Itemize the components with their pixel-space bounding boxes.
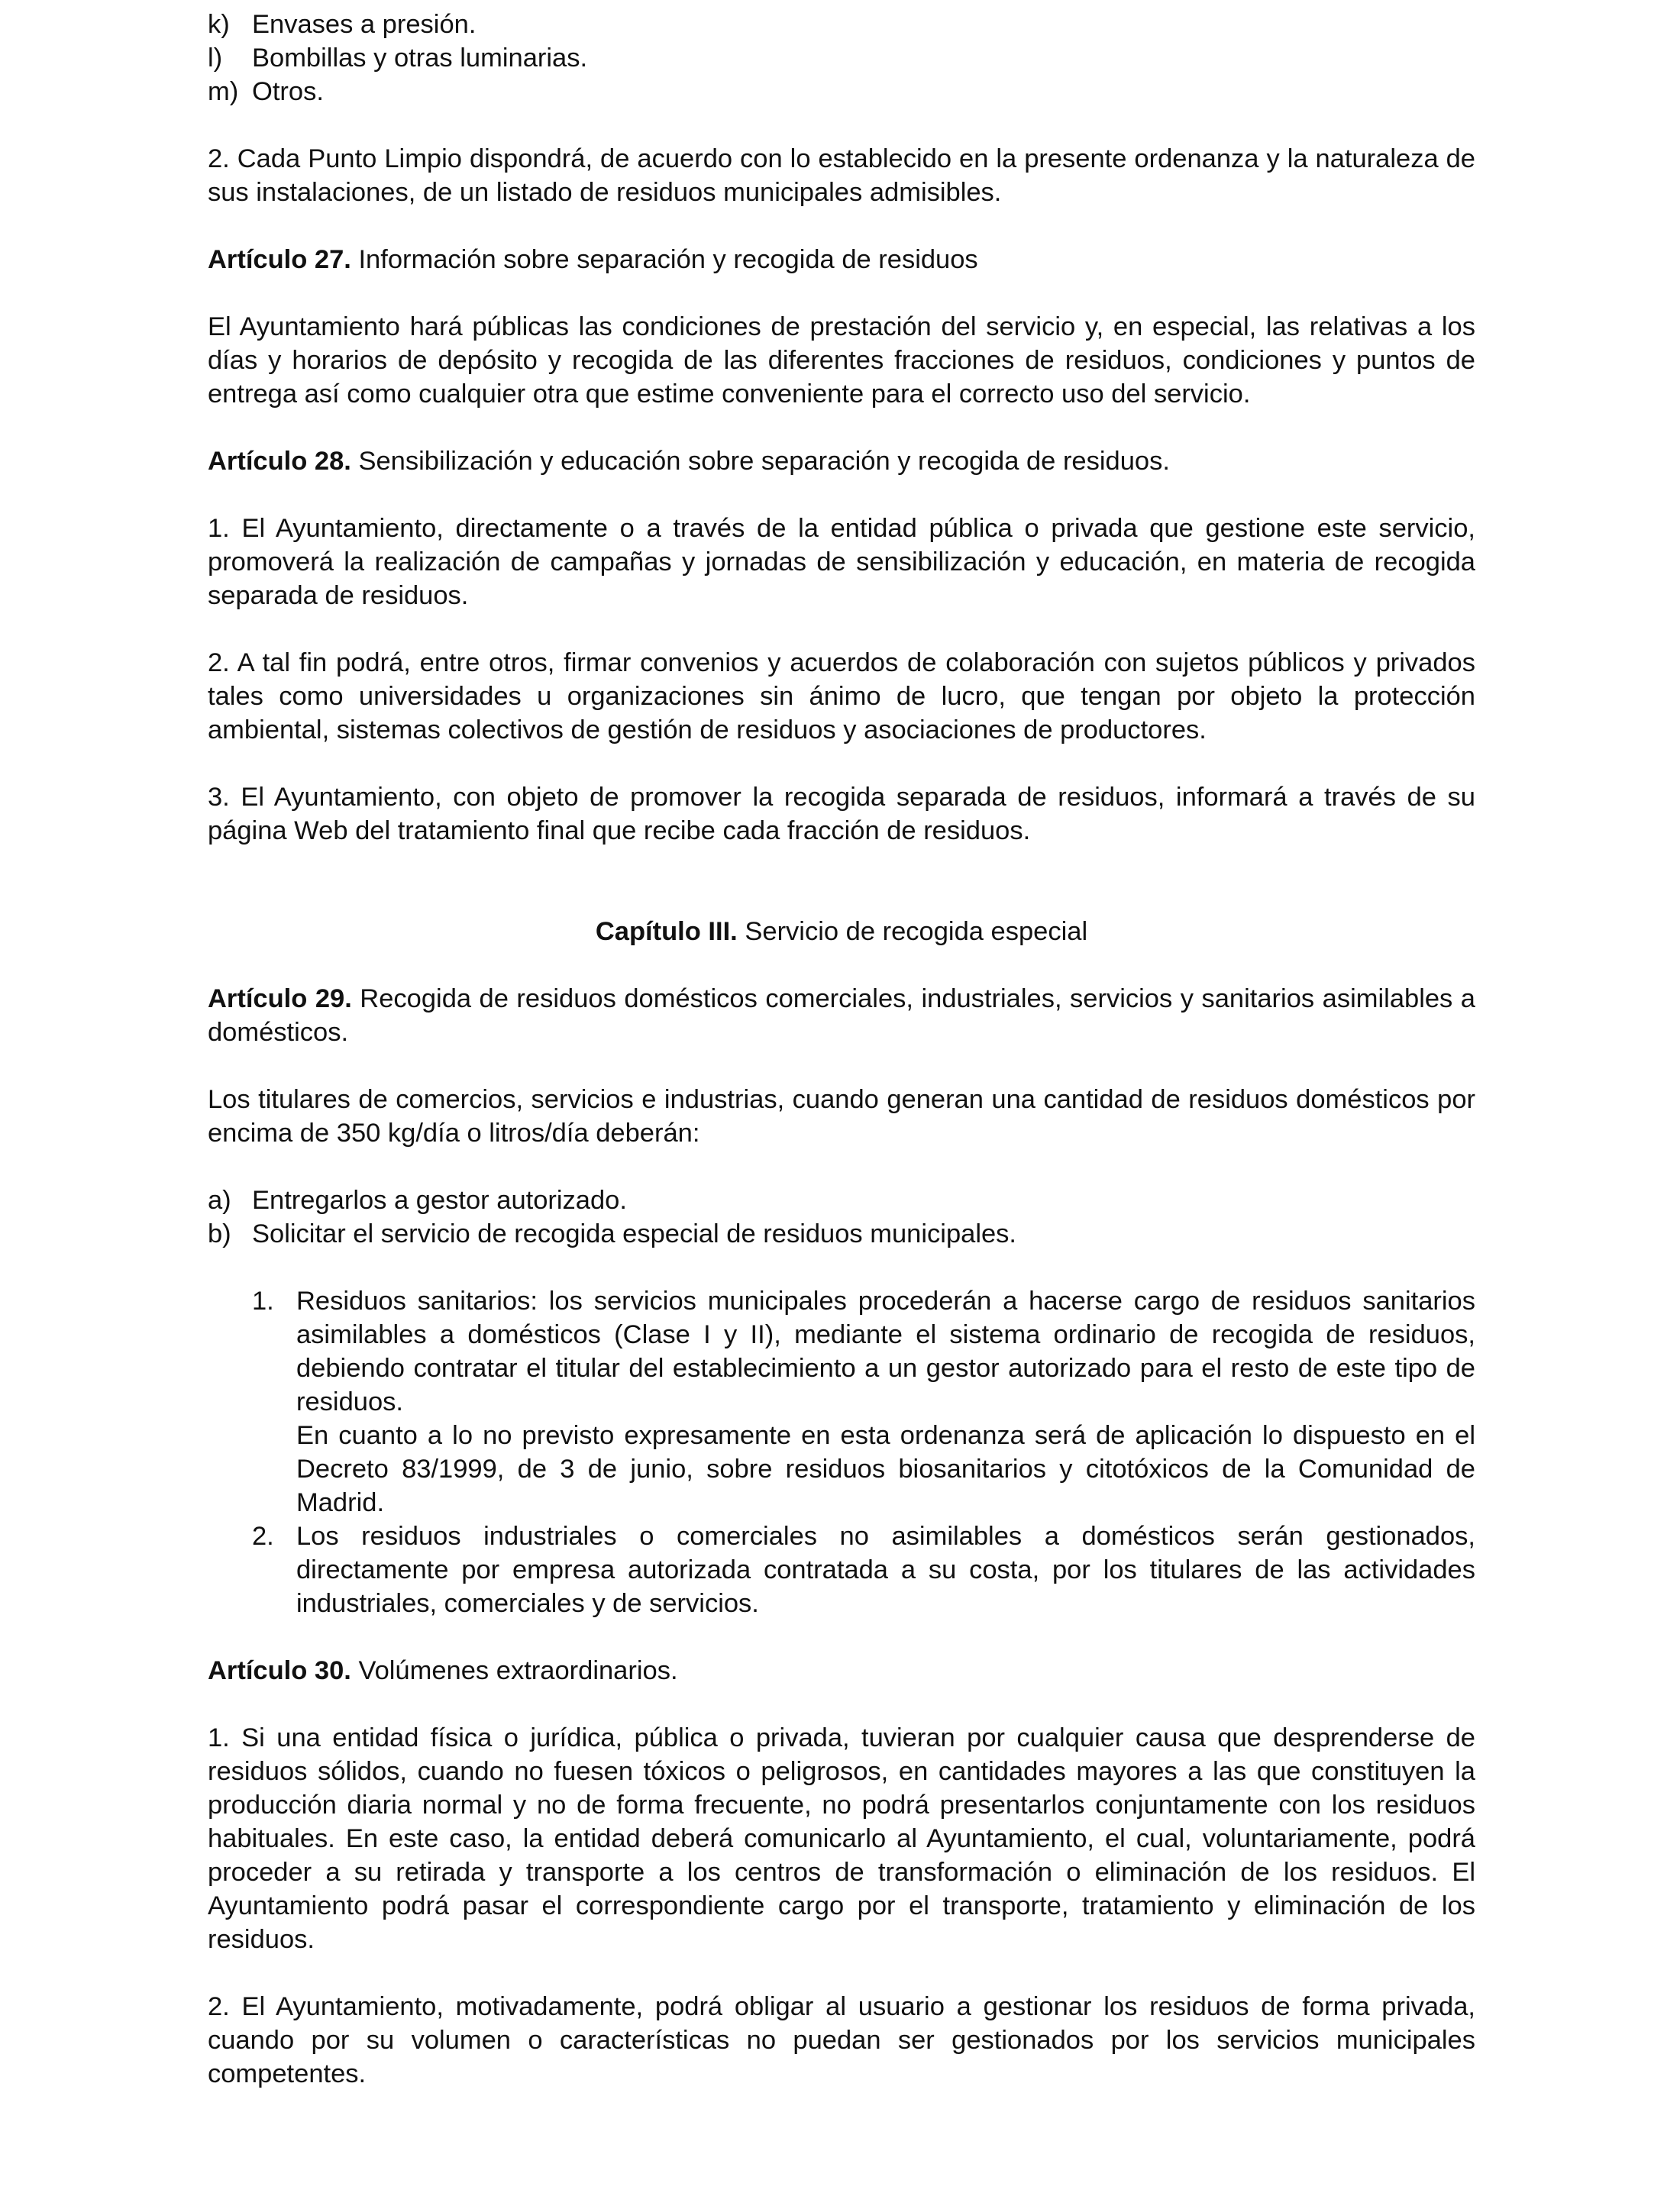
numbered-item-number: 1. [252, 1287, 274, 1316]
numbered-item-text: Residuos sanitarios: los servicios municipales procederán a hacerse cargo de residuos sanitarios asimilables a domésticos (Clase I y II), mediante el sistema ordinario de recogida de residuos, debiendo contratar el titular del establecimiento a un gestor autorizado para el resto de este tipo de residuos. [296, 1287, 1475, 1416]
numbered-item-text: Los residuos industriales o comerciales no asimilables a domésticos serán gestionados, directamente por empresa autorizada contratada a su costa, por los titulares de las actividades industriales, comerciales y de servicios. [296, 1522, 1475, 1618]
list-top [208, 8, 1475, 108]
article-28-paragraph-2: 2. A tal fin podrá, entre otros, firmar convenios y acuerdos de colaboración con sujetos públicos y privados tales como universidades u organizaciones sin ánimo de lucro, que tengan por objeto la protección ambiental, sistemas colectivos de gestión de residuos y asociaciones de productores. [208, 648, 1475, 744]
article-30-title: Volúmenes extraordinarios. [351, 1656, 678, 1685]
article-27-label: Artículo 27. [208, 245, 351, 274]
numbered-item [252, 1520, 1475, 1620]
document-page [208, 8, 1475, 2091]
numbered-item [252, 1284, 1475, 1520]
article-28-paragraph-1: 1. El Ayuntamiento, directamente o a través de la entidad pública o privada que gestione este servicio, promoverá la realización de campañas y jornadas de sensibilización y educación, en materia de recogida separada de residuos. [208, 514, 1475, 610]
list-item-text: Otros. [252, 77, 324, 106]
article-30-label: Artículo 30. [208, 1656, 351, 1685]
article-29-heading [208, 982, 1475, 1049]
chapter-3-title: Servicio de recogida especial [737, 917, 1088, 946]
list-item-label: k) [208, 10, 230, 39]
numbered-item-body [296, 1520, 1475, 1620]
list-item [208, 8, 1475, 41]
article-29-numbered-list [208, 1284, 1475, 1620]
article-28-heading [208, 444, 1475, 478]
list-item [208, 41, 1475, 75]
list-item-label: m) [208, 77, 239, 106]
article-27-body: El Ayuntamiento hará públicas las condiciones de prestación del servicio y, en especial, las relativas a los días y horarios de depósito y recogida de las diferentes fracciones de residuos, condiciones y puntos de entrega así como cualquier otra que estime conveniente para el correcto uso del servicio. [208, 312, 1475, 409]
article-27-heading [208, 243, 1475, 276]
list-item-label: a) [208, 1186, 231, 1215]
article-28-paragraph-3: 3. El Ayuntamiento, con objeto de promover la recogida separada de residuos, informará a través de su página Web del tratamiento final que recibe cada fracción de residuos. [208, 783, 1475, 845]
article-29-options [208, 1184, 1475, 1251]
list-item-label: b) [208, 1219, 231, 1248]
article-28-title: Sensibilización y educación sobre separación y recogida de residuos. [351, 447, 1170, 476]
list-item-text: Bombillas y otras luminarias. [252, 44, 588, 73]
article-30-paragraph-1: 1. Si una entidad física o jurídica, pública o privada, tuvieran por cualquier causa que desprenderse de residuos sólidos, cuando no fuesen tóxicos o peligrosos, en cantidades mayores a las que constituyen la producción diaria normal y no de forma frecuente, no podrá presentarlos conjuntamente con los residuos habituales. En este caso, la entidad deberá comunicarlo al Ayuntamiento, el cual, voluntariamente, podrá proceder a su retirada y transporte a los centros de transformación o eliminación de los residuos. El Ayuntamiento podrá pasar el correspondiente cargo por el transporte, tratamiento y eliminación de los residuos. [208, 1723, 1475, 1954]
numbered-item-number: 2. [252, 1522, 274, 1551]
paragraph-punto-limpio: 2. Cada Punto Limpio dispondrá, de acuerdo con lo establecido en la presente ordenanza y la naturaleza de sus instalaciones, de un listado de residuos municipales admisibles. [208, 144, 1475, 207]
list-item [208, 75, 1475, 108]
list-item-label: l) [208, 44, 223, 73]
article-28-label: Artículo 28. [208, 447, 351, 476]
list-item [208, 1217, 1475, 1251]
chapter-3-label: Capítulo III. [595, 917, 738, 946]
article-29-intro: Los titulares de comercios, servicios e industrias, cuando generan una cantidad de residuos domésticos por encima de 350 kg/día o litros/día deberán: [208, 1085, 1475, 1148]
list-item [208, 1184, 1475, 1217]
numbered-item-body [296, 1284, 1475, 1520]
chapter-3-heading [208, 915, 1475, 948]
article-30-heading [208, 1654, 1475, 1688]
article-30-paragraph-2: 2. El Ayuntamiento, motivadamente, podrá obligar al usuario a gestionar los residuos de forma privada, cuando por su volumen o características no puedan ser gestionados por los servicios municipales competentes. [208, 1992, 1475, 2088]
article-27-title: Información sobre separación y recogida de residuos [351, 245, 978, 274]
numbered-item-text-continued: En cuanto a lo no previsto expresamente en esta ordenanza será de aplicación lo dispuesto en el Decreto 83/1999, de 3 de junio, sobre residuos biosanitarios y citotóxicos de la Comunidad de Madrid. [296, 1421, 1475, 1517]
list-item-text: Envases a presión. [252, 10, 477, 39]
list-item-text: Solicitar el servicio de recogida especial de residuos municipales. [252, 1219, 1017, 1248]
article-29-label: Artículo 29. [208, 984, 352, 1013]
list-item-text: Entregarlos a gestor autorizado. [252, 1186, 627, 1215]
article-29-title: Recogida de residuos domésticos comerciales, industriales, servicios y sanitarios asimilables a domésticos. [208, 984, 1475, 1047]
